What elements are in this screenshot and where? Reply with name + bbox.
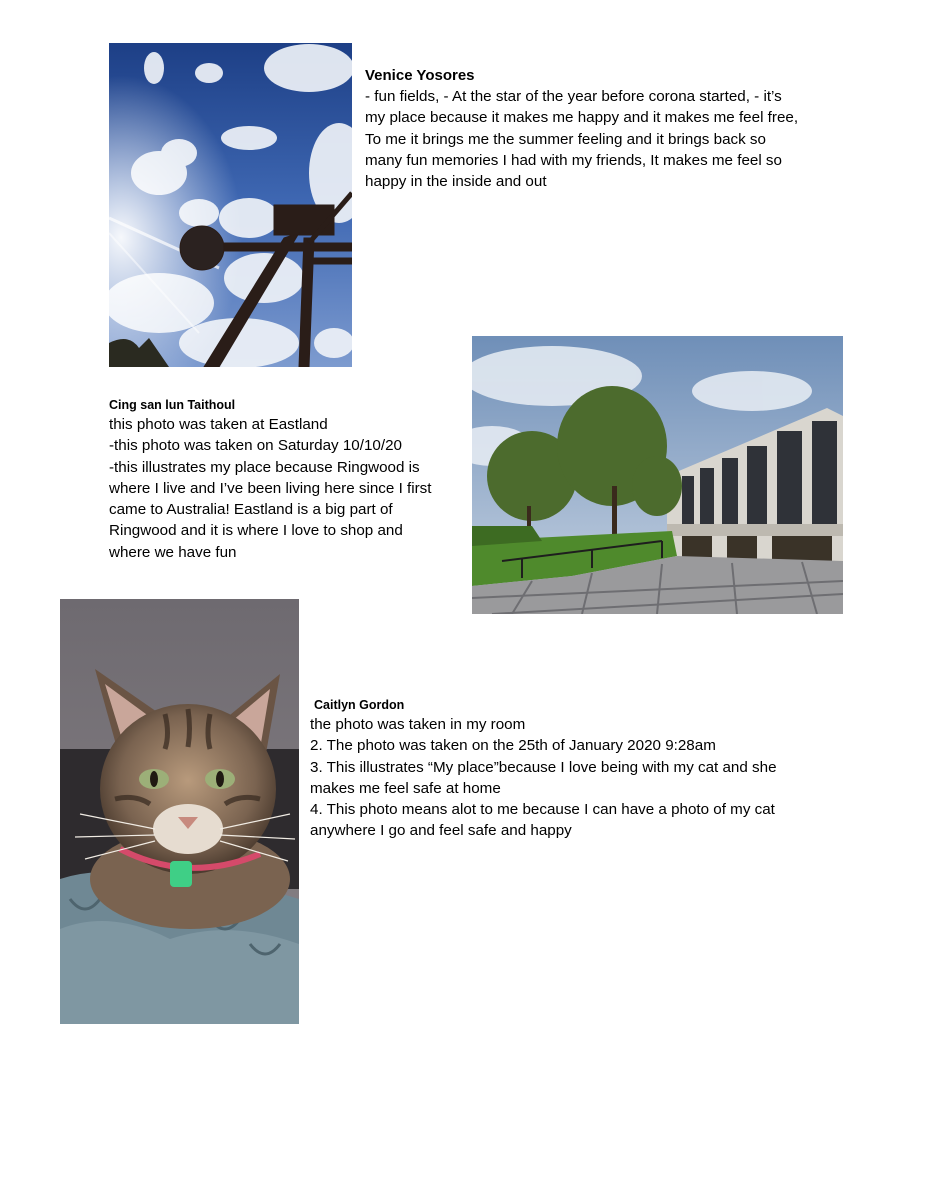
entry-venice-yosores (365, 65, 798, 192)
description-line: 4. This photo means alot to me because I can have a photo of my cat (310, 801, 775, 819)
author-name: Venice Yosores (365, 67, 475, 84)
description-line: this photo was taken at Eastland (109, 416, 328, 433)
description-line: 3. This illustrates “My place”because I love being with my cat and she (310, 758, 777, 776)
author-name: Cing san lun Taithoul (109, 398, 236, 412)
description-line: my place because it makes me happy and it makes me feel free, (365, 109, 799, 127)
entry-caitlyn-gordon (310, 697, 777, 842)
description-line: came to Australia! Eastland is a big part of (109, 501, 393, 519)
description-line: where I live and I’ve been living here since I first (109, 479, 432, 497)
eastland-photo (472, 336, 843, 614)
fun-fields-photo (109, 43, 352, 367)
description-line: makes me feel safe at home (310, 779, 501, 797)
description-line: -this illustrates my place because Ringwood is (109, 458, 420, 476)
description-line: many fun memories I had with my friends, It makes me feel so (365, 151, 782, 169)
entry-cing-san-lun-taithoul (109, 397, 431, 563)
description-line: -this photo was taken on Saturday 10/10/20 (109, 437, 402, 455)
description-line: Ringwood and it is where I love to shop and (109, 522, 403, 540)
description-line: happy in the inside and out (365, 173, 547, 191)
description-line: - fun fields, - At the star of the year before corona started, - it’s (365, 88, 782, 105)
description-line: To me it brings me the summer feeling and it brings back so (365, 130, 766, 148)
cat-photo (60, 599, 299, 1024)
description-line: 2. The photo was taken on the 25th of January 2020 9:28am (310, 737, 716, 755)
author-name: Caitlyn Gordon (314, 698, 405, 712)
description-line: where we have fun (109, 543, 237, 561)
description-line: the photo was taken in my room (310, 716, 526, 733)
description-line: anywhere I go and feel safe and happy (310, 822, 572, 840)
